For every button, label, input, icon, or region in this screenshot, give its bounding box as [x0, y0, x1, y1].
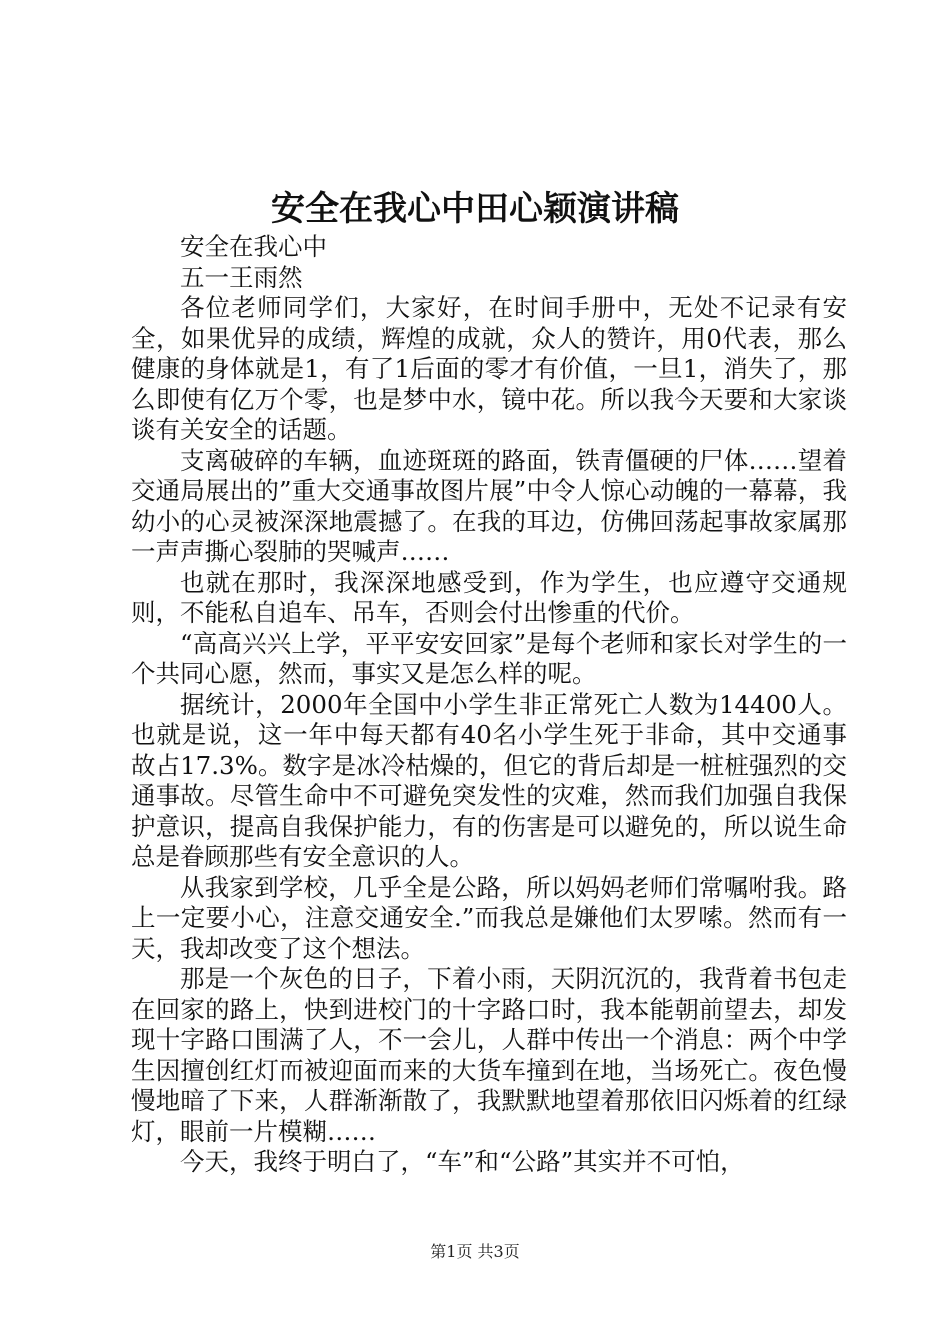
paragraph: 各位老师同学们，大家好，在时间手册中，无处不记录有安全，如果优异的成绩，辉煌的成就，众人的赞许，用0代表，那么健康的身体就是1，有了1后面的零才有价值，一旦1，消失了，那么即使有亿万个零，也是梦中水，镜中花。所以我今天要和大家谈谈有关安全的话题。: [131, 293, 847, 444]
document-title: 安全在我心中田心颖演讲稿: [271, 189, 679, 229]
paragraph: 也就在那时，我深深地感受到，作为学生，也应遵守交通规则，不能私自追车、吊车，否则会付出惨重的代价。: [131, 567, 847, 627]
page-footer: 第1页 共3页: [430, 1242, 520, 1261]
paragraph: 今天，我终于明白了，“车”和“公路”其实并不可怕，: [180, 1147, 745, 1176]
paragraph: 据统计，2000年全国中小学生非正常死亡人数为14400人。也就是说，这一年中每天都有40名小学生死于非命，其中交通事故占17.3%。数字是冰冷枯燥的，但它的背后却是一桩桩强烈的交通事故。尽管生命中不可避免突发性的灾难，然而我们加强自我保护意识，提高自我保护能力，有的伤害是可以避免的，所以说生命总是眷顾那些有安全意识的人。: [131, 689, 847, 871]
subtitle: 安全在我心中: [180, 232, 327, 261]
author-line: 五一王雨然: [180, 262, 303, 292]
paragraph: 那是一个灰色的日子，下着小雨，天阴沉沉的，我背着书包走在回家的路上，快到进校门的十字路口时，我本能朝前望去，却发现十字路口围满了人，不一会儿，人群中传出一个消息：两个中学生因擅创红灯而被迎面而来的大货车撞到在地，当场死亡。夜色慢慢地暗了下来，人群渐渐散了，我默默地望着那依旧闪烁着的红绿灯，眼前一片模糊……: [131, 964, 847, 1146]
paragraph: 从我家到学校，几乎全是公路，所以妈妈老师们常嘱咐我。路上一定要小心，注意交通安全.”而我总是嫌他们太罗嗦。然而有一天，我却改变了这个想法。: [131, 872, 847, 963]
paragraph: “高高兴兴上学，平平安安回家”是每个老师和家长对学生的一个共同心愿，然而，事实又是怎么样的呢。: [131, 628, 847, 688]
paragraph: 支离破碎的车辆，血迹斑斑的路面，铁青僵硬的尸体……望着交通局展出的”重大交通事故图片展”中令人惊心动魄的一幕幕，我幼小的心灵被深深地震撼了。在我的耳边，仿佛回荡起事故家属那一声声撕心裂肺的哭喊声……: [131, 445, 847, 566]
document-body: [131, 232, 847, 1178]
